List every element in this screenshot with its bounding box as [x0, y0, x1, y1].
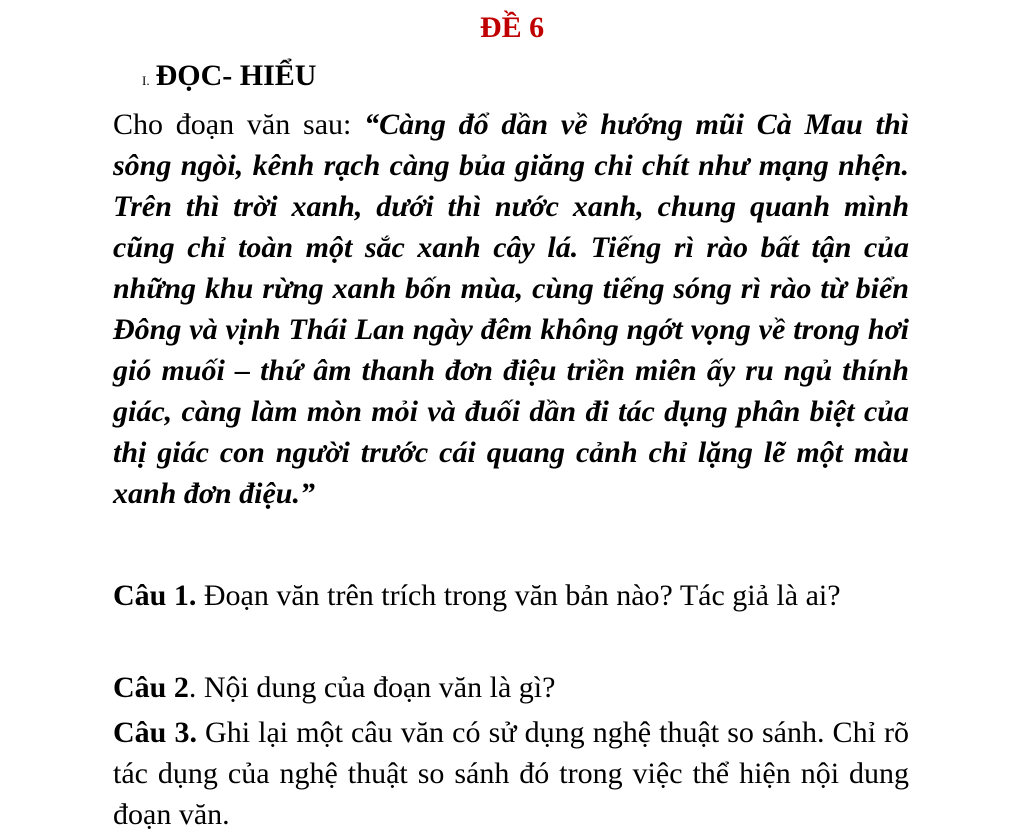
section-number: I.	[142, 73, 150, 88]
section-heading	[142, 56, 316, 101]
question-2-text: . Nội dung của đoạn văn là gì?	[188, 671, 556, 704]
question-1-text: Đoạn văn trên trích trong văn bản nào? Tác giả là ai?	[196, 579, 841, 612]
passage-intro: Cho đoạn văn sau:	[113, 108, 365, 141]
passage-quote: “Càng đổ dần về hướng mũi Cà Mau thì sông ngòi, kênh rạch càng bủa giăng chi chít như mạng nhện. Trên thì trời xanh, dưới thì nước xanh, chung quanh mình cũng chỉ toàn một sắc xanh cây lá. Tiếng rì rào bất tận của những khu rừng xanh bốn mùa, cùng tiếng sóng rì rào từ biển Đông và vịnh Thái Lan ngày đêm không ngớt vọng về trong hơi gió muối – thứ âm thanh đơn điệu triền miên ấy ru ngủ thính giác, càng làm mòn mỏi và đuối dần đi tác dụng phân biệt của thị giác con người trước cái quang cảnh chỉ lặng lẽ một màu xanh đơn điệu.”	[113, 108, 910, 510]
question-3-label: Câu 3.	[113, 716, 197, 749]
question-2-label: Câu 2	[113, 671, 189, 704]
exam-title: ĐỀ 6	[479, 11, 545, 44]
reading-passage-block	[113, 104, 909, 514]
question-3-text: Ghi lại một câu văn có sử dụng nghệ thuật so sánh. Chỉ rõ tác dụng của nghệ thuật so sánh đó trong việc thể hiện nội dung đoạn văn.	[113, 716, 909, 831]
question-1-label: Câu 1.	[113, 579, 197, 612]
section-title: ĐỌC- HIỂU	[155, 59, 317, 92]
question-1	[113, 575, 909, 616]
question-3	[113, 712, 909, 835]
question-2	[113, 667, 909, 708]
